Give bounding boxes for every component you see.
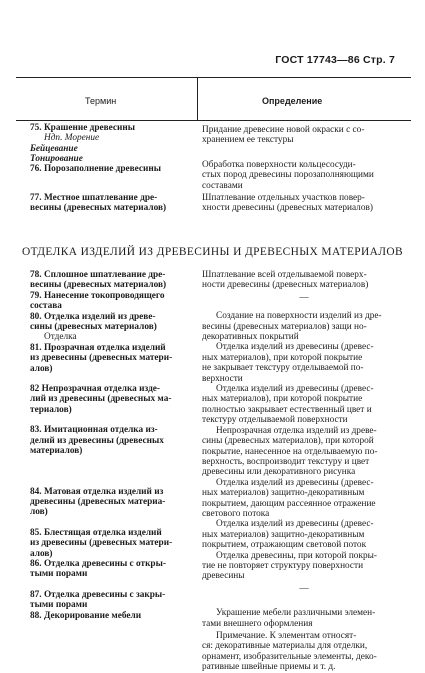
definition-84: Отделка изделий из древесины (древес-	[216, 477, 374, 488]
terms-list: 78. Сплошное шпатлевание дре- весины (древесных материалов) 79. Нанесение токопроводящего состава 80. Отделка изделий из древе- сины (древесных материалов) Отделка 81. Прозрачная отделка изделий из древесины (древесных матери- алов) 82 Непрозрачная отделка изде- лий из древесины (древесных ма- териалов) 83. Имитационная отделка из- делий из древесины (древесных материалов) 84. Матовая отделка изделий из древесины (древесных материа- лов) 85. Блестящая отделка изделий из древесины (древесных матери- алов) 86. Отделка древесины с откры- тыми порами 87. Отделка древесины с закры- тыми порами 88. Декорирование мебели	[30, 270, 192, 621]
page-header: ГОСТ 17743—86 Стр. 7	[275, 54, 395, 66]
term-79: 79. Нанесение токопроводящего	[30, 290, 165, 301]
definition-77: Шпатлевание отдельных участков повер- хности древесины (древесных материалов)	[202, 193, 373, 214]
table-head-rule	[16, 120, 411, 121]
term-87: 87. Отделка древесины с закры-	[30, 589, 166, 600]
definition-83: Непрозрачная отделка изделий из древе-	[216, 425, 377, 436]
term-88: 88. Декорирование мебели	[30, 610, 142, 621]
section-title: ОТДЕЛКА ИЗДЕЛИЙ ИЗ ДРЕВЕСИНЫ И ДРЕВЕСНЫХ МАТЕРИАЛОВ	[22, 246, 404, 258]
definition-88: Украшение мебели различными элемен-	[216, 608, 376, 619]
column-header-definition: Определение	[262, 96, 323, 106]
definition-85: Отделка изделий из древесины (древес-	[216, 519, 374, 530]
term-80: 80. Отделка изделий из древе-	[30, 311, 156, 322]
column-divider	[197, 77, 198, 120]
term-85: 85. Блестящая отделка изделий	[30, 527, 162, 538]
term-82: 82 Непрозрачная отделка изде-	[30, 384, 160, 395]
definition-82: Отделка изделий из древесины (древес-	[216, 384, 374, 395]
definitions-list: Шпатлевание всей отделываемой поверх- ности древесины (древесных материалов) — Создание на поверхности изделий из дре- весины (древесных материалов) защи но- декоративных покрытий Отделка изделий из древесины (древес- ных материалов), при которой покрытие не закрывает текстуру отделываемой по- верхности Отделка изделий из древесины (древес- ных материалов), при которой покрытие полностью закрывает естественный цвет и текстуру отделываемой поверхности Непрозрачная отделка изделий из древе- сины (древесных материалов), при которой покрытие, нанесенное на отделываемую по- верхность, воспроизводит текстуру и цвет древесины или декоративного рисунка Отделка изделий из древесины (древес- ных материалов) защитно-декоративным покрытием, дающим рассеянное отражение светового потока Отделка изделий из древесины (древес- ных материалов) защитно-декоративным покрытием, отражающим световой поток Отделка древесины, при которой покры- тие не повторяет структуру поверхности древесины — Украшение мебели различными элемен- тами внешнего оформления Примечание. К элементам относят- ся: декоративные материалы для отделки, орнамент, изобразительные элементы, деко- ративные швейные приемы и т. д.	[202, 270, 406, 673]
term-78: 78. Сплошное шпатлевание дре-	[30, 270, 166, 280]
note: Примечание. К элементам относят-	[216, 631, 357, 641]
term-81: 81. Прозрачная отделка изделий	[30, 342, 166, 353]
column-header-term: Термин	[85, 96, 117, 106]
term-75: 75. Крашение древесины Ндп. Морение Бейцевание Тонирование	[30, 123, 136, 165]
definition-86: Отделка древесины, при которой покры-	[216, 550, 377, 561]
term-76: 76. Порозаполнение древесины	[30, 164, 162, 174]
definition-78: Шпатлевание всей отделываемой поверх-	[202, 270, 367, 280]
term-84: 84. Матовая отделка изделий из	[30, 486, 164, 497]
term-83: 83. Имитационная отделка из-	[30, 425, 158, 436]
table-top-rule	[16, 77, 411, 78]
definition-76: Обработка поверхности кольцесосуди- стых пород древесины порозаполняющими составами	[202, 160, 374, 191]
definition-80: Создание на поверхности изделий из дре-	[216, 311, 382, 322]
definition-81: Отделка изделий из древесины (древес-	[216, 342, 374, 353]
definition-75: Придание древесине новой окраски с со- хранением ее текстуры	[202, 125, 365, 146]
term-86: 86. Отделка древесины с откры-	[30, 558, 166, 569]
term-77: 77. Местное шпатлевание дре- весины (древесных материалов)	[30, 193, 167, 214]
